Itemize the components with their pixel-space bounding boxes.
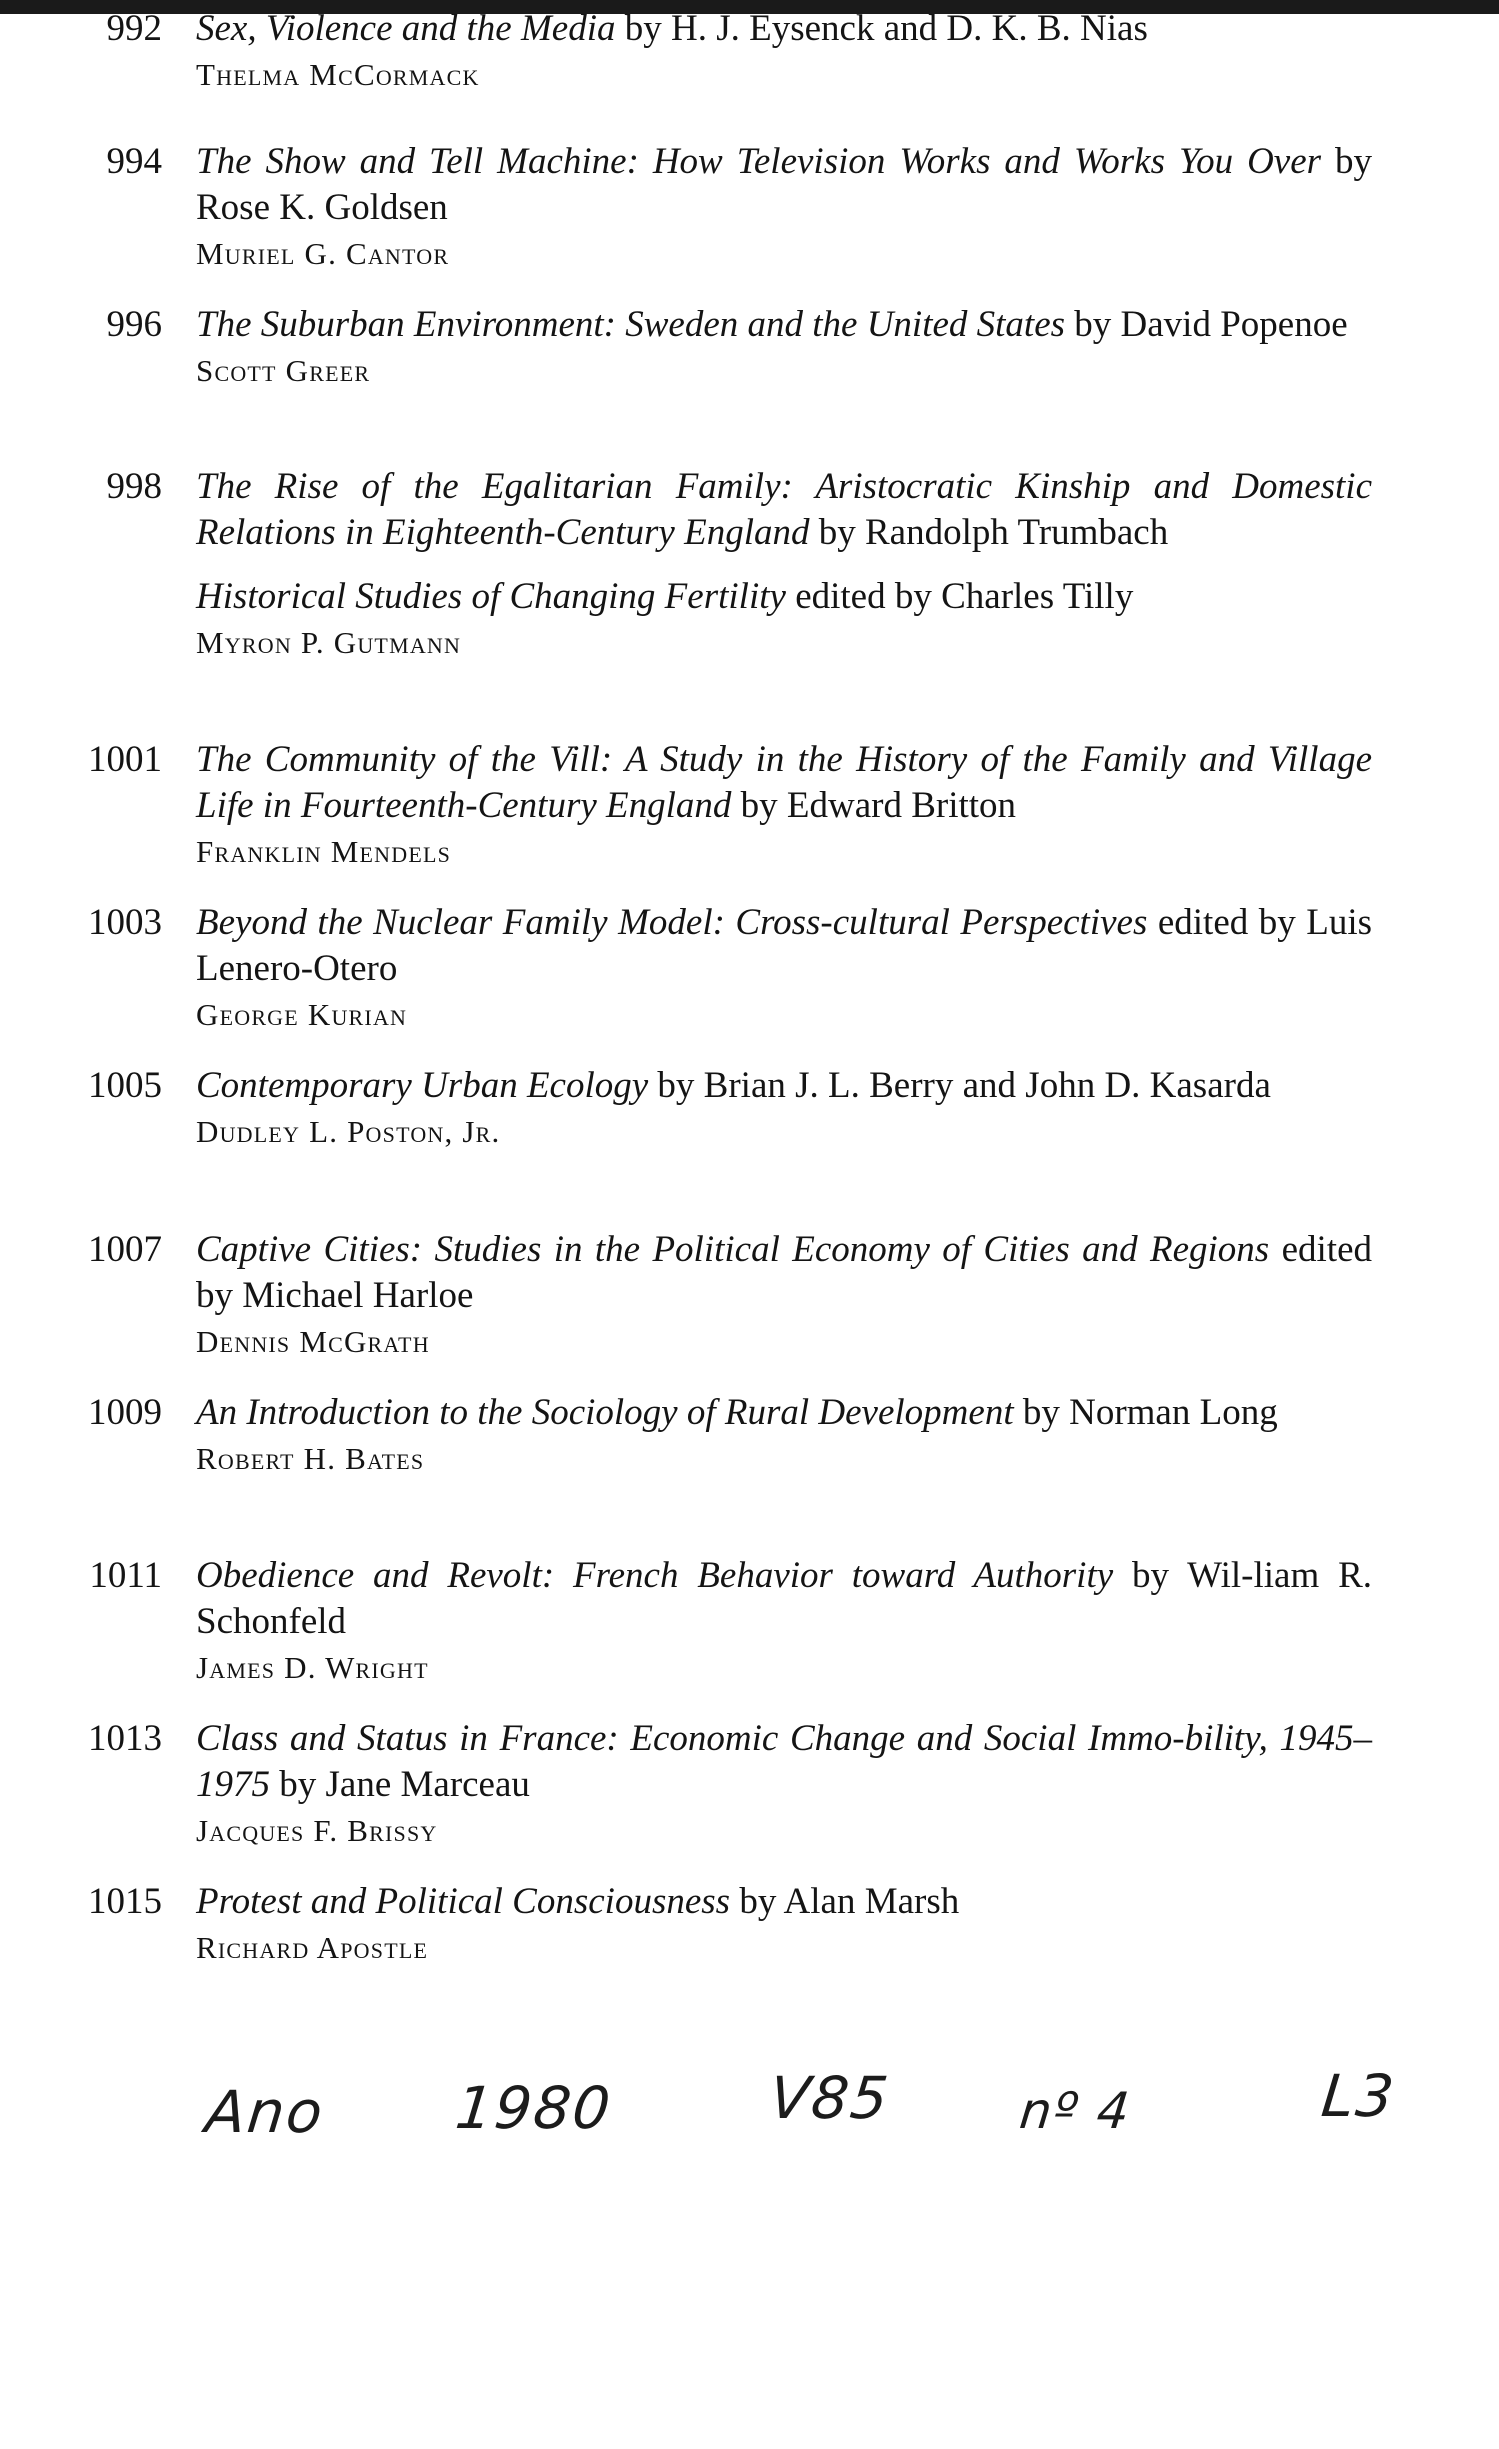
- book-title: The Suburban Environment: Sweden and the United States: [196, 304, 1066, 345]
- book-author: by Jane Marceau: [270, 1764, 530, 1805]
- book-citation: [196, 1879, 1372, 1925]
- handwritten-issue: nº 4: [1016, 2082, 1135, 2140]
- page-number: 1011: [89, 1555, 162, 1596]
- book-author: edited by Luis Lenero-Otero: [196, 902, 1372, 989]
- book-citation: [196, 464, 1372, 556]
- book-title: The Rise of the Egalitarian Family: Aristocratic Kinship and Domestic Relations in Eighteenth-Century England: [196, 466, 1372, 553]
- book-citation: [196, 1553, 1372, 1645]
- reviewer-name: Thelma McCormack: [196, 57, 480, 92]
- page-number: 1015: [88, 1881, 162, 1922]
- book-title: Captive Cities: Studies in the Political Economy of Cities and Regions: [196, 1229, 1270, 1270]
- page-number: 1013: [88, 1718, 162, 1759]
- book-author: by Randolph Trumbach: [809, 512, 1169, 553]
- entry-body: [196, 1716, 1372, 1854]
- book-author: by H. J. Eysenck and D. K. B. Nias: [615, 8, 1148, 49]
- book-citation: [196, 737, 1372, 829]
- book-title: The Community of the Vill: A Study in the History of the Family and Village Life in Fourteenth-Century England: [196, 739, 1372, 826]
- entry-body: [196, 139, 1372, 277]
- book-author: edited by Michael Harloe: [196, 1229, 1372, 1316]
- reviewer-name: Robert H. Bates: [196, 1441, 425, 1476]
- book-citation: [196, 1390, 1372, 1436]
- book-title: Protest and Political Consciousness: [196, 1881, 731, 1922]
- book-title: Beyond the Nuclear Family Model: Cross-cultural Perspectives: [196, 902, 1148, 943]
- entry-body: [196, 302, 1372, 394]
- handwritten-volume: V85: [766, 2064, 894, 2132]
- entry-body: [196, 1390, 1372, 1482]
- reviewer-name: Muriel G. Cantor: [196, 236, 450, 271]
- entry-body: [196, 1063, 1372, 1155]
- page-number: 1001: [88, 739, 162, 780]
- entry-body: [196, 6, 1372, 98]
- book-author: by Brian J. L. Berry and John D. Kasarda: [648, 1065, 1271, 1106]
- book-author: by Rose K. Goldsen: [196, 141, 1372, 228]
- entry-body: [196, 464, 1372, 666]
- book-citation: [196, 900, 1372, 992]
- book-citation: [196, 1227, 1372, 1319]
- page-number: 994: [106, 141, 162, 182]
- handwritten-note: [0, 2060, 1499, 2180]
- book-author: edited by Charles Tilly: [785, 576, 1134, 617]
- book-title: The Show and Tell Machine: How Television Works and Works You Over: [196, 141, 1322, 182]
- page-number: 998: [106, 466, 162, 507]
- book-author: by David Popenoe: [1065, 304, 1348, 345]
- book-title: Obedience and Revolt: French Behavior toward Authority: [196, 1555, 1114, 1596]
- page-number: 996: [106, 304, 162, 345]
- book-author: by Alan Marsh: [730, 1881, 960, 1922]
- page-number: 1005: [88, 1065, 162, 1106]
- reviewer-name: Myron P. Gutmann: [196, 625, 462, 660]
- reviewer-name: George Kurian: [196, 997, 408, 1032]
- entry-body: [196, 1553, 1372, 1691]
- book-title: An Introduction to the Sociology of Rural Development: [196, 1392, 1014, 1433]
- handwritten-year: 1980: [452, 2074, 616, 2142]
- book-citation: [196, 574, 1372, 620]
- book-citation: [196, 139, 1372, 231]
- reviewer-name: Franklin Mendels: [196, 834, 452, 869]
- entry-body: [196, 1879, 1372, 1971]
- book-author: by Edward Britton: [731, 785, 1017, 826]
- book-citation: [196, 1063, 1372, 1109]
- page-number: 1003: [88, 902, 162, 943]
- reviewer-name: James D. Wright: [196, 1650, 429, 1685]
- entry-body: [196, 1227, 1372, 1365]
- reviewer-name: Jacques F. Brissy: [196, 1813, 438, 1848]
- page-number: 992: [106, 8, 162, 49]
- book-citation: [196, 302, 1372, 348]
- handwritten-shelf-code: L3: [1318, 2062, 1399, 2130]
- book-title: Contemporary Urban Ecology: [196, 1065, 649, 1106]
- page-number: 1009: [88, 1392, 162, 1433]
- book-title: Class and Status in France: Economic Change and Social Immo-bility, 1945–1975: [196, 1718, 1372, 1805]
- page-number: 1007: [88, 1229, 162, 1270]
- entry-body: [196, 737, 1372, 875]
- book-citation: [196, 1716, 1372, 1808]
- reviewer-name: Scott Greer: [196, 353, 371, 388]
- book-title: Sex, Violence and the Media: [196, 8, 616, 49]
- reviewer-name: Dudley L. Poston, Jr.: [196, 1114, 501, 1149]
- reviewer-name: Richard Apostle: [196, 1930, 429, 1965]
- book-author: by Wil-liam R. Schonfeld: [196, 1555, 1372, 1642]
- book-title: Historical Studies of Changing Fertility: [196, 576, 786, 617]
- book-author: by Norman Long: [1013, 1392, 1278, 1433]
- entry-body: [196, 900, 1372, 1038]
- book-citation: [196, 6, 1372, 52]
- reviewer-name: Dennis McGrath: [196, 1324, 430, 1359]
- handwritten-year-label: Ano: [202, 2078, 328, 2146]
